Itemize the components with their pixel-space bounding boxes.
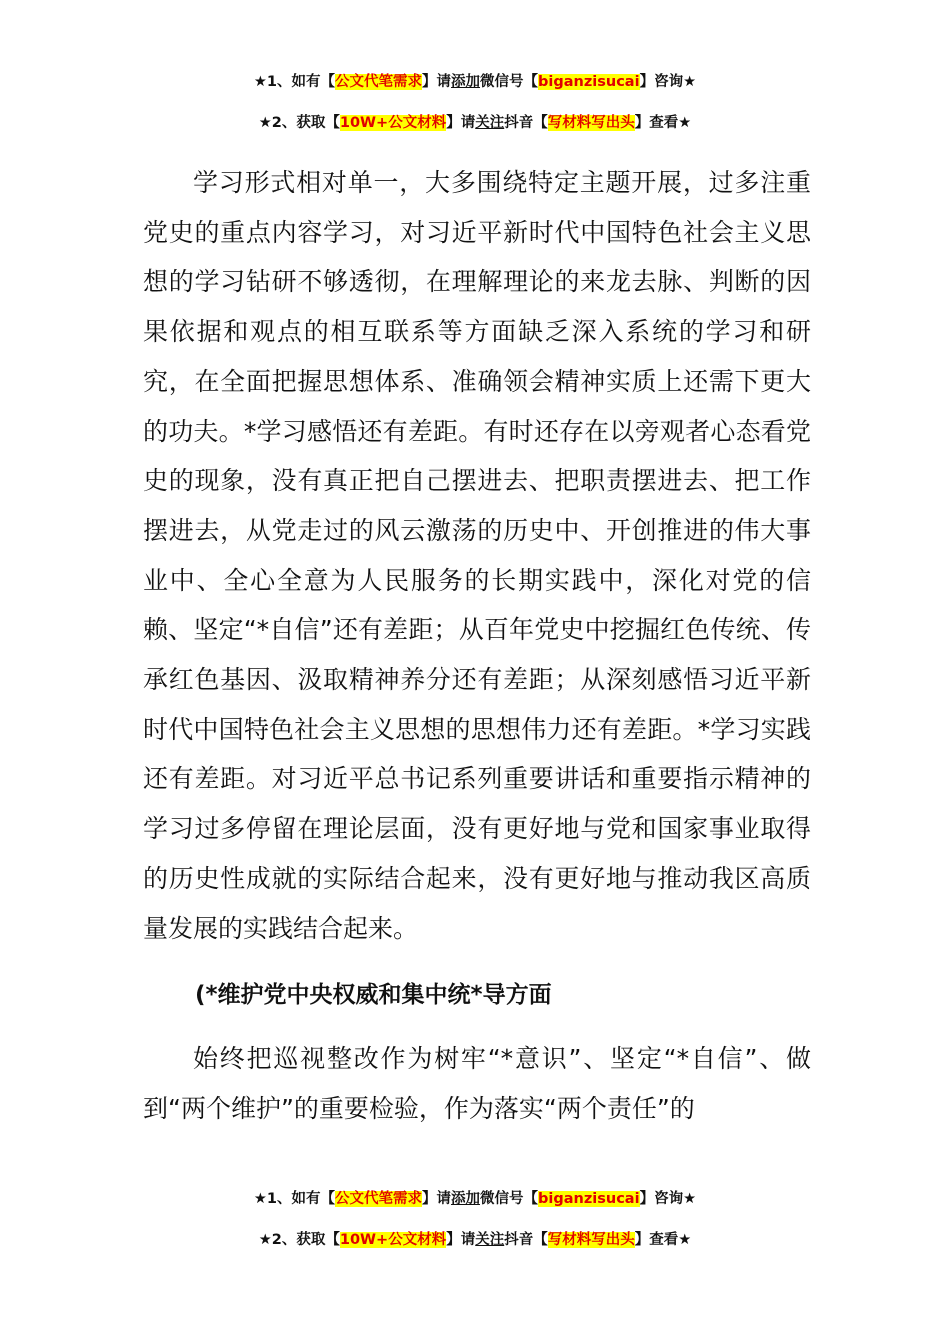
banner-emphasis: 添加 [451, 74, 481, 90]
banner-highlight: 10W+公文材料 [339, 1232, 447, 1248]
bottom-banner-line-1 [0, 1187, 950, 1208]
top-banner-line-1 [0, 70, 950, 91]
banner-text: ★2、获取【 [258, 115, 340, 131]
banner-highlight: 公文代笔需求 [335, 1191, 423, 1207]
banner-text: 抖音【 [504, 1232, 548, 1248]
banner-highlight: 公文代笔需求 [335, 74, 423, 90]
banner-highlight: 写材料写出头 [547, 1232, 635, 1248]
banner-highlight: 10W+公文材料 [339, 115, 447, 131]
banner-text: 微信号【 [480, 74, 539, 90]
top-banner-line-2 [0, 111, 950, 132]
banner-highlight: 写材料写出头 [547, 115, 635, 131]
banner-emphasis: 关注 [475, 1232, 505, 1248]
banner-text: 】请 [446, 1232, 476, 1248]
banner-text: 】请 [422, 1191, 452, 1207]
banner-highlight: biganzisucai [538, 74, 640, 90]
body-paragraph-2: 始终把巡视整改作为树牢“*意识”、坚定“*自信”、做到“两个维护”的重要检验，作为落实“两个责任”的 [143, 1044, 811, 1123]
banner-text: ★1、如有【 [253, 1191, 336, 1207]
banner-text: 抖音【 [504, 115, 548, 131]
body-paragraph-1: 学习形式相对单一，大多围绕特定主题开展，过多注重党史的重点内容学习，对习近平新时代中国特色社会主义思想的学习钻研不够透彻，在理解理论的来龙去脉、判断的因果依据和观点的相互联系等方面缺乏深入系统的学习和研究，在全面把握思想体系、准确领会精神实质上还需下更大的功夫。*学习感悟还有差距。有时还存在以旁观者心态看党史的现象，没有真正把自己摆进去、把职责摆进去、把工作摆进去，从党走过的风云激荡的历史中、开创推进的伟大事业中、全心全意为人民服务的长期实践中，深化对党的信赖、坚定“*自信”还有差距；从百年党史中挖掘红色传统、传承红色基因、汲取精神养分还有差距；从深刻感悟习近平新时代中国特色社会主义思想的思想伟力还有差距。*学习实践还有差距。对习近平总书记系列重要讲话和重要指示精神的学习过多停留在理论层面，没有更好地与党和国家事业取得的历史性成就的实际结合起来，没有更好地与推动我区高质量发展的实践结合起来。 [143, 168, 811, 943]
banner-text: 】查看★ [634, 115, 692, 131]
banner-text: 】请 [446, 115, 476, 131]
banner-emphasis: 添加 [451, 1191, 481, 1207]
section-heading: (*维护党中央权威和集中统*导方面 [195, 982, 552, 1008]
banner-text: ★1、如有【 [253, 74, 336, 90]
banner-text: 微信号【 [480, 1191, 539, 1207]
banner-highlight: biganzisucai [538, 1191, 640, 1207]
banner-text: ★2、获取【 [258, 1232, 340, 1248]
banner-emphasis: 关注 [475, 115, 505, 131]
banner-text: 】咨询★ [639, 1191, 697, 1207]
banner-text: 】请 [422, 74, 452, 90]
banner-text: 】查看★ [634, 1232, 692, 1248]
bottom-banner-line-2 [0, 1228, 950, 1249]
banner-text: 】咨询★ [639, 74, 697, 90]
